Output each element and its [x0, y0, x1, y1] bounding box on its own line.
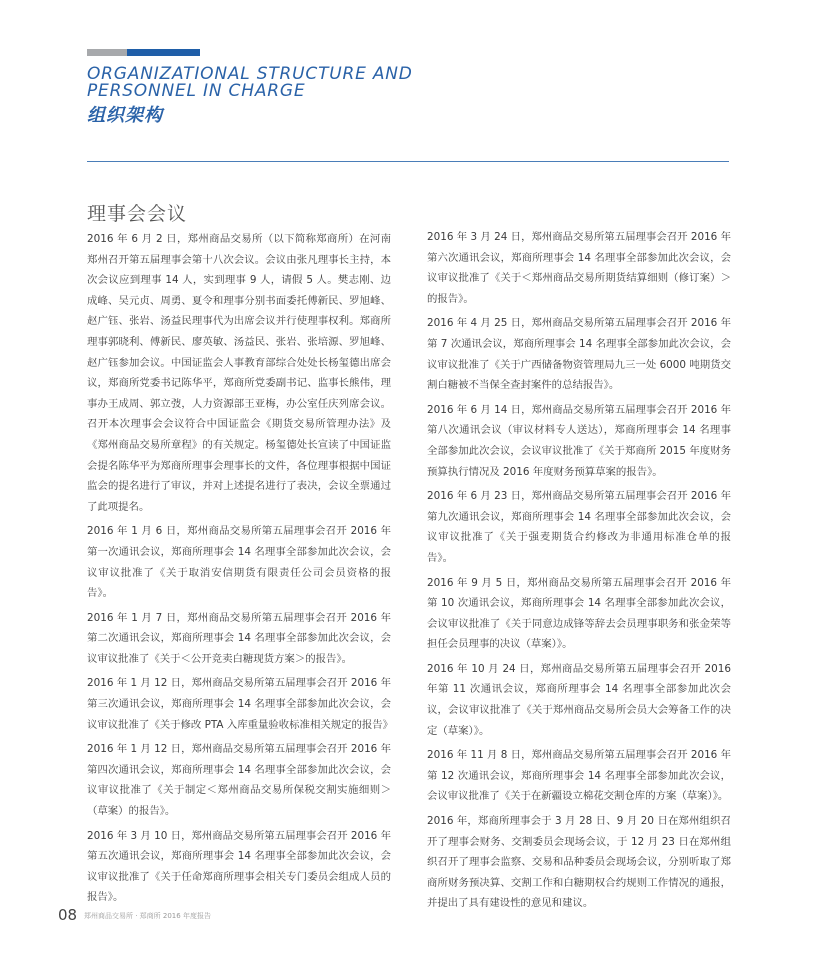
paragraph: 2016 年 10 月 24 日，郑州商品交易所第五届理事会召开 2016 年第 11 次通讯会议，郑商所理事会 14 名理事全部参加此次会议，会议审议批准了《关于郑州商品交易所会员大会筹备工作的决定（草案）》。	[427, 662, 731, 737]
header-accent-gray-bar	[87, 49, 127, 56]
paragraph: 2016 年 9 月 5 日，郑州商品交易所第五届理事会召开 2016 年第 10 次通讯会议，郑商所理事会 14 名理事全部参加此次会议，会议审议批准了《关于同意边成锋等辞去会员理事职务和张金荣等担任会员理事的决议（草案）》。	[427, 576, 731, 651]
paragraph: 2016 年 3 月 10 日，郑州商品交易所第五届理事会召开 2016 年第五次通讯会议，郑商所理事会 14 名理事全部参加此次会议，会议审议批准了《关于任命郑商所理事会相关专门委员会组成人员的报告》。	[87, 829, 391, 904]
paragraph: 2016 年 1 月 7 日，郑州商品交易所第五届理事会召开 2016 年第二次通讯会议，郑商所理事会 14 名理事全部参加此次会议，会议审议批准了《关于＜公开竞卖白糖现货方案＞的报告》。	[87, 611, 391, 665]
paragraph: 2016 年 6 月 14 日，郑州商品交易所第五届理事会召开 2016 年第八次通讯会议（审议材料专人送达），郑商所理事会 14 名理事全部参加此次会议，会议审议批准了《关于郑商所 2015 年度财务预算执行情况及 2016 年度财务预算草案的报告》。	[427, 403, 731, 478]
paragraph: 2016 年 3 月 24 日，郑州商品交易所第五届理事会召开 2016 年第六次通讯会议，郑商所理事会 14 名理事全部参加此次会议，会议审议批准了《关于＜郑州商品交易所期货结算细则（修订案）＞的报告》。	[427, 231, 731, 305]
page-number: 08	[58, 906, 78, 924]
paragraph: 2016 年 1 月 6 日，郑州商品交易所第五届理事会召开 2016 年第一次通讯会议，郑商所理事会 14 名理事全部参加此次会议，会议审议批准了《关于取消安信期货有限责任公司会员资格的报告》。	[87, 525, 391, 600]
footer-text: 郑州商品交易所 · 郑商所 2016 年度报告	[84, 912, 211, 920]
paragraph: 2016 年 6 月 2 日，郑州商品交易所（以下简称郑商所）在河南郑州召开第五届理事会第十八次会议。会议由张凡理事长主持，本次会议应到理事 14 人，实到理事 9 人，请假 5 人。樊志刚、边成峰、吴元贞、周勇、夏令和理事分别书面委托傅新民、罗旭峰、赵广钰、张岩、汤益民理事代为出席会议并行使理事权利。郑商所理事郭晓利、傅新民、廖英敏、汤益民、张岩、张培源、罗旭峰、赵广钰参加会议。中国证监会人事教育部综合处处长杨玺德出席会议，郑商所党委书记陈华平，郑商所党委副书记、监事长熊伟，理事办王成周、郭立弢，人力资源部王亚梅，办公室任庆列席会议。召开本次理事会会议符合中国证监会《期货交易所管理办法》及《郑州商品交易所章程》的有关规定。杨玺德处长宣读了中国证监会提名陈华平为郑商所理事会理事长的文件，各位理事根据中国证监会的提名进行了审议，并对上述提名进行了表决，会议全票通过了此项提名。	[87, 233, 391, 513]
right-column	[427, 227, 731, 918]
subsection-heading: 理事会会议	[87, 203, 188, 225]
paragraph: 2016 年 1 月 12 日，郑州商品交易所第五届理事会召开 2016 年第三次通讯会议，郑商所理事会 14 名理事全部参加此次会议，会议审议批准了《关于修改 PTA 入库重量验收标准相关规定的报告》	[87, 677, 394, 731]
header-accent-blue-bar	[127, 49, 200, 56]
paragraph: 2016 年 6 月 23 日，郑州商品交易所第五届理事会召开 2016 年第九次通讯会议，郑商所理事会 14 名理事全部参加此次会议，会议审议批准了《关于强麦期货合约修改为非通用标准仓单的报告》。	[427, 490, 731, 564]
section-title-english: ORGANIZATIONAL STRUCTURE AND PERSONNEL IN CHARGE	[87, 64, 413, 101]
paragraph: 2016 年 4 月 25 日，郑州商品交易所第五届理事会召开 2016 年第 7 次通讯会议，郑商所理事会 14 名理事全部参加此次会议，会议审议批准了《关于广西储备物资管理局九三一处 6000 吨期货交割白糖被不当保全查封案件的总结报告》。	[427, 317, 731, 392]
left-column	[87, 229, 394, 912]
header-divider	[87, 161, 729, 162]
section-title-chinese: 组织架构	[87, 105, 163, 126]
paragraph: 2016 年，郑商所理事会于 3 月 28 日、9 月 20 日在郑州组织召开了理事会财务、交割委员会现场会议，于 12 月 23 日在郑州组织召开了理事会监察、交易和品种委员会现场会议，分别听取了郑商所财务预决算、交割工作和白糖期权合约规则工作情况的通报，并提出了具有建设性的意见和建议。	[427, 815, 731, 910]
paragraph: 2016 年 11 月 8 日，郑州商品交易所第五届理事会召开 2016 年第 12 次通讯会议，郑商所理事会 14 名理事全部参加此次会议，会议审议批准了《关于在新疆设立棉花交割仓库的方案（草案）》。	[427, 749, 731, 803]
paragraph: 2016 年 1 月 12 日，郑州商品交易所第五届理事会召开 2016 年第四次通讯会议，郑商所理事会 14 名理事全部参加此次会议，会议审议批准了《关于制定＜郑州商品交易所保税交割实施细则＞（草案）的报告》。	[87, 743, 391, 818]
